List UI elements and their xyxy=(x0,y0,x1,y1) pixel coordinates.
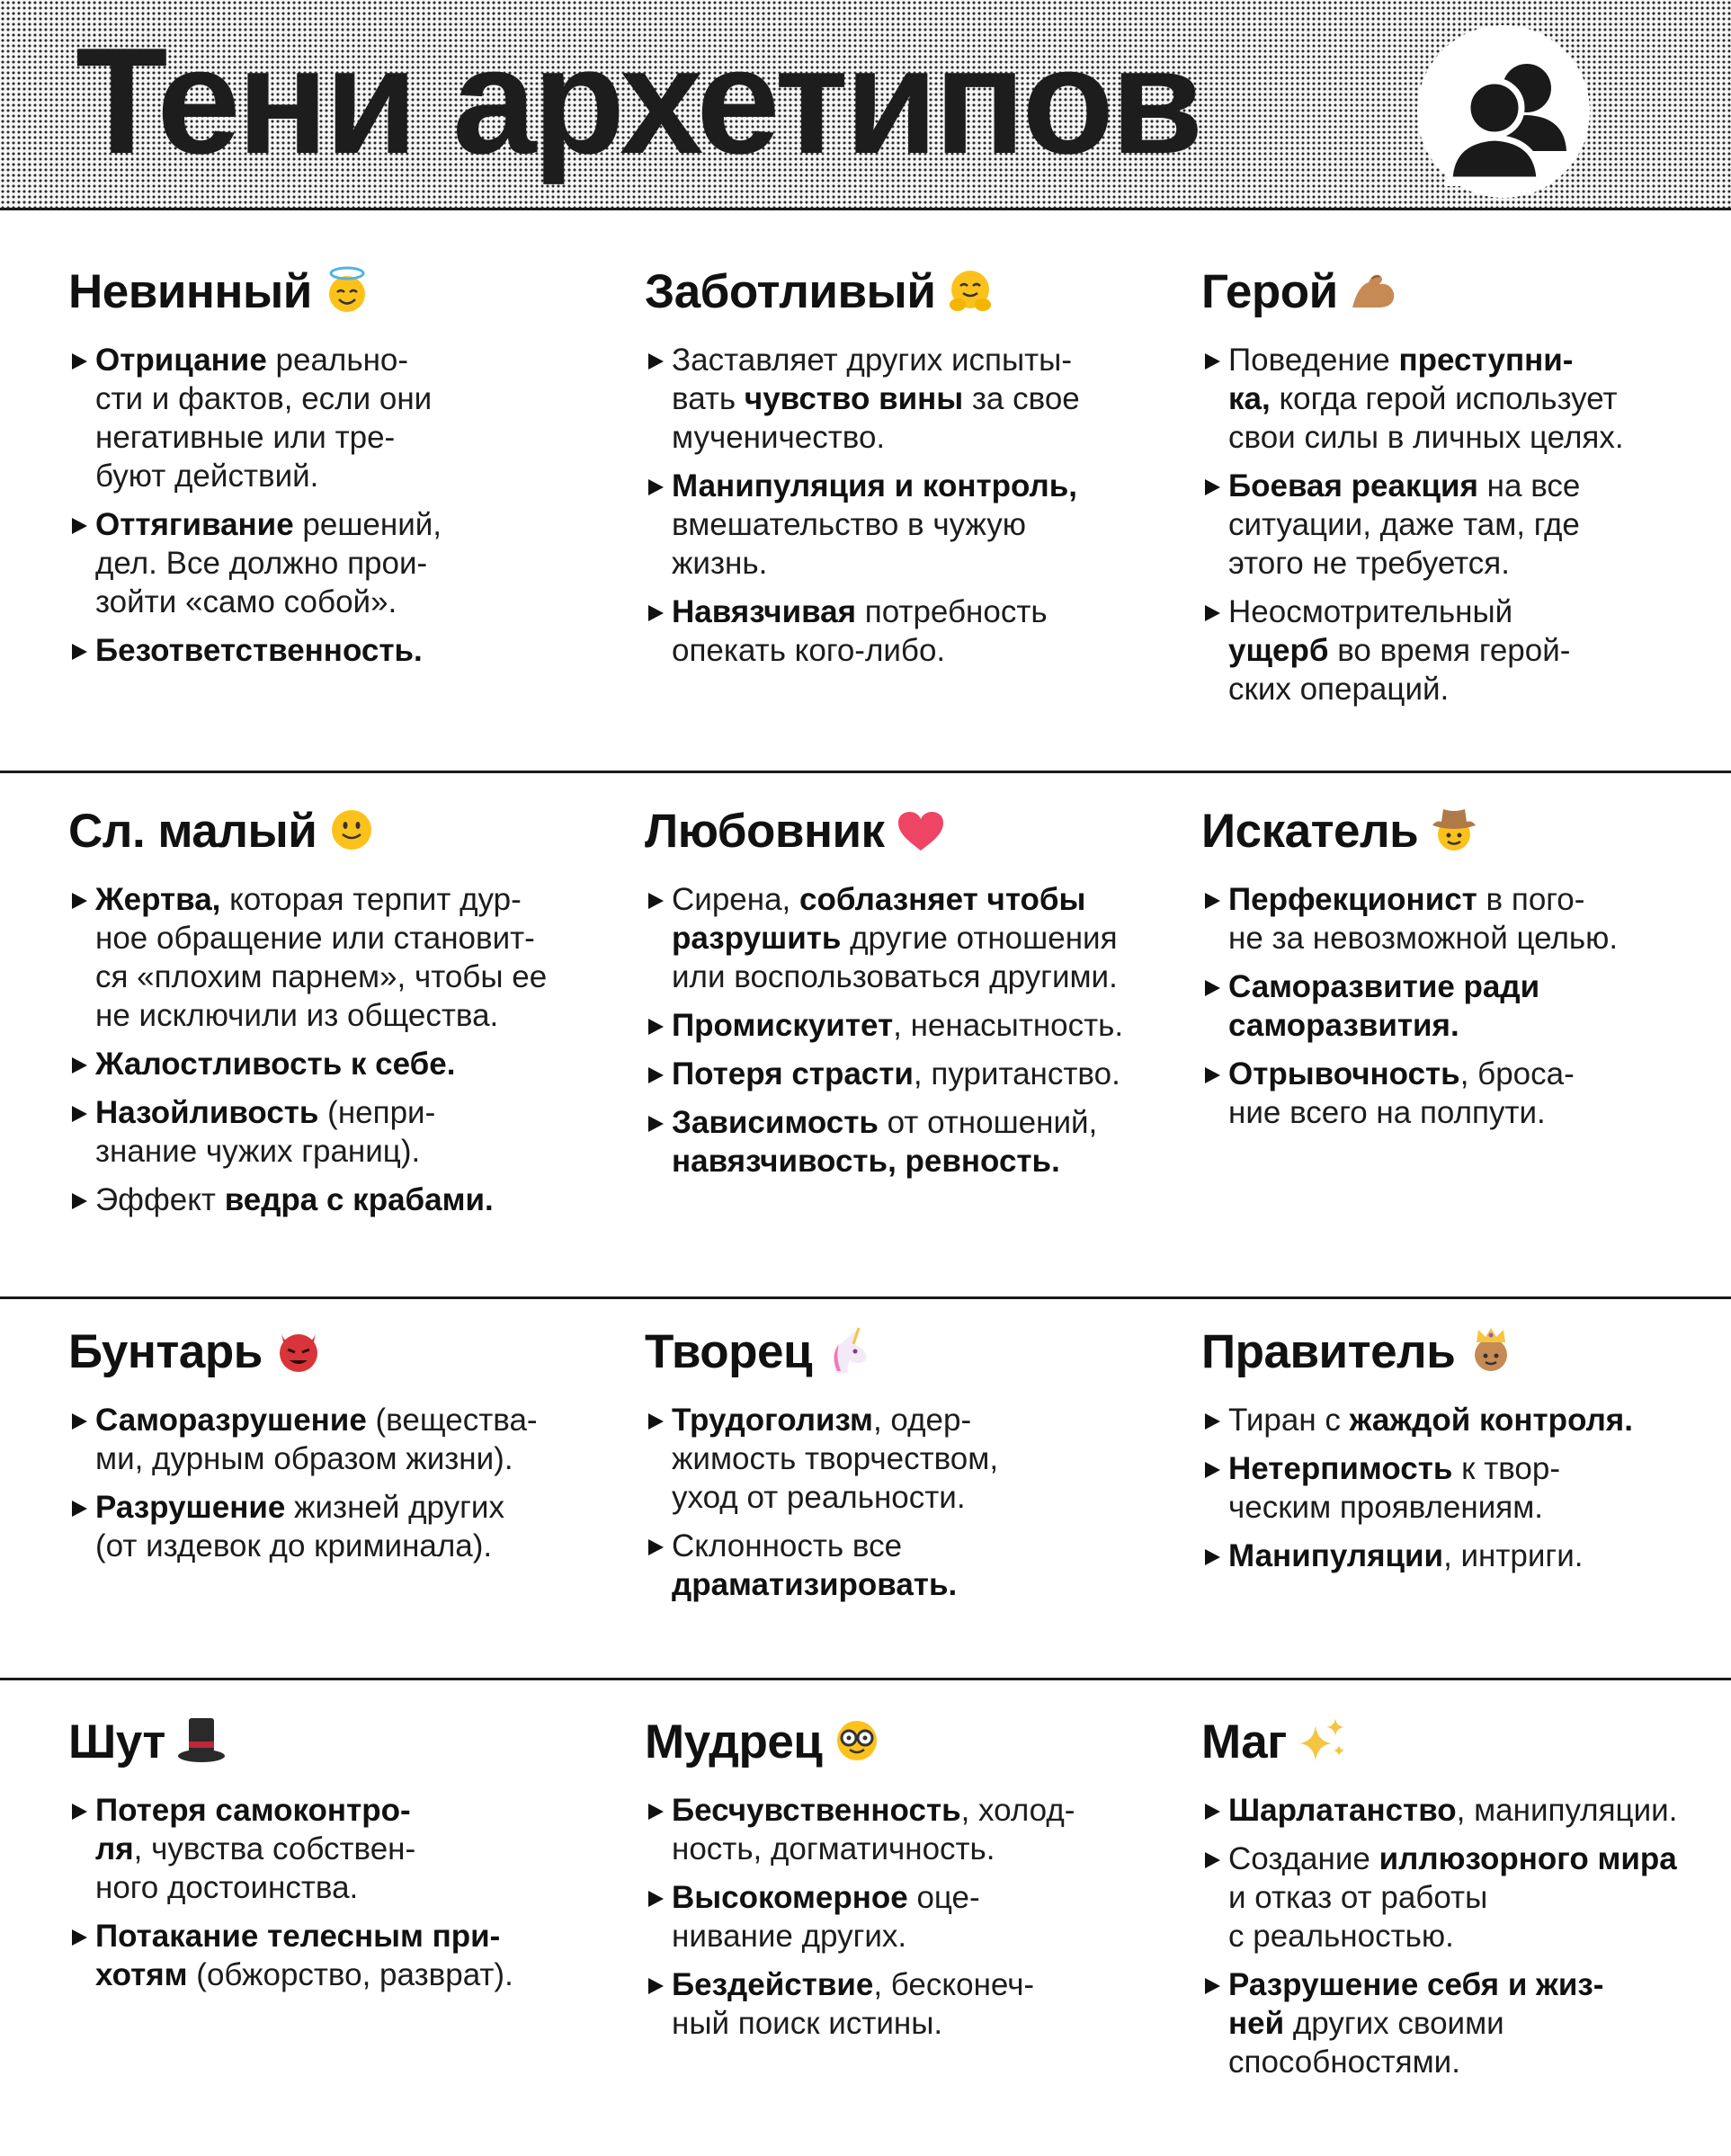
trait-emphasis: Бездействие xyxy=(672,1967,874,2002)
trait-emphasis: Потеря самоконтро- ля xyxy=(95,1793,411,1866)
trait-emphasis: ведра с крабами. xyxy=(224,1182,494,1217)
shadow-trait-item xyxy=(1201,1055,1705,1132)
shadow-trait-item xyxy=(68,1791,572,1907)
flexed-biceps-icon xyxy=(1349,266,1399,328)
trait-emphasis: иллюзорного мира xyxy=(1379,1841,1677,1876)
archetype-name: Любовник xyxy=(645,803,1148,868)
trait-text: Создание xyxy=(1228,1841,1379,1876)
trait-text: и отказ от работы с реальностью. xyxy=(1228,1880,1488,1954)
trait-emphasis: Нетерпимость xyxy=(1228,1451,1453,1486)
shadow-trait-item xyxy=(645,1103,1148,1180)
shadow-trait-item xyxy=(68,631,572,670)
shadow-trait-item xyxy=(68,1401,572,1478)
trait-text: решений, дел. Все должно прои- зойти «само собой». xyxy=(95,507,442,619)
shadow-trait-item xyxy=(1201,592,1705,708)
archetype-name: Сл. малый xyxy=(68,803,572,868)
trait-text: потребность опекать кого-либо. xyxy=(672,594,1048,668)
trait-emphasis: Оттягивание xyxy=(95,507,294,542)
shadow-trait-item xyxy=(645,467,1148,583)
trait-emphasis: Отрицание xyxy=(95,343,267,378)
trait-text: Заставляет других испыты- вать xyxy=(672,343,1072,416)
trait-emphasis: Боевая реакция xyxy=(1228,468,1478,503)
archetype-card xyxy=(645,1323,1148,1614)
archetype-name: Невинный xyxy=(68,263,572,328)
nerd-face-icon xyxy=(833,1716,881,1778)
archetype-card xyxy=(68,1323,572,1575)
trait-text: (обжорство, разврат). xyxy=(187,1957,513,1992)
trait-text: , ненасытность. xyxy=(893,1008,1124,1043)
trait-text: , чувства собствен- ного достоинства. xyxy=(95,1831,416,1905)
trait-emphasis: Зависимость xyxy=(672,1105,879,1140)
shadow-trait-item xyxy=(68,341,572,495)
shadow-trait-item xyxy=(1201,1791,1705,1830)
shadow-trait-item xyxy=(68,1045,572,1083)
shadow-trait-item xyxy=(645,1401,1148,1517)
trait-text: , манипуляции. xyxy=(1456,1793,1678,1828)
trait-emphasis: Саморазрушение xyxy=(95,1403,367,1438)
shadow-trait-item xyxy=(1201,1401,1705,1439)
trait-text: Сирена, xyxy=(672,882,799,917)
archetype-card xyxy=(645,1714,1148,2053)
trait-text: которая терпит дур- ное обращение или становит- ся «плохим парнем», чтобы ее не исключили из общества. xyxy=(95,882,548,1033)
trait-emphasis: соблазняет чтобы разрушить xyxy=(672,882,1086,956)
shadow-traits-list xyxy=(1201,1791,1705,2081)
row-divider xyxy=(0,1296,1731,1299)
trait-text: от отношений, xyxy=(887,1105,1098,1140)
trait-text: жизней других (от издевок до криминала). xyxy=(95,1490,504,1564)
angel-face-icon xyxy=(323,266,371,328)
trait-emphasis: Саморазвитие ради саморазвития. xyxy=(1228,969,1540,1043)
shadow-traits-list xyxy=(645,1401,1148,1604)
trait-text: другие отношения или воспользоваться другими. xyxy=(672,921,1118,994)
trait-text: в пого- не за невозможной целью. xyxy=(1228,882,1619,956)
archetype-card xyxy=(645,803,1148,1190)
archetype-name: Заботливый xyxy=(645,263,1148,328)
shadow-trait-item xyxy=(645,1006,1148,1045)
trait-emphasis: навязчивость, ревность. xyxy=(672,1144,1060,1179)
row-divider xyxy=(0,771,1731,773)
trait-emphasis: ущерб xyxy=(1228,633,1329,668)
unicorn-icon xyxy=(823,1324,873,1388)
trait-emphasis: Промискуитет xyxy=(672,1008,894,1043)
row-divider xyxy=(0,1678,1731,1680)
shadow-trait-item xyxy=(68,1917,572,1994)
trait-text: когда герой использует свои силы в личных целях. xyxy=(1228,381,1624,455)
trait-text: (непри- знание чужих границ). xyxy=(95,1095,436,1169)
page-title: Тени архетипов xyxy=(76,16,1200,185)
trait-emphasis: Разрушение себя и жиз- ней xyxy=(1228,1967,1604,2041)
shadow-trait-item xyxy=(68,505,572,621)
trait-emphasis: Потакание телесным при- хотям xyxy=(95,1919,501,1992)
shadow-trait-item xyxy=(645,592,1148,670)
trait-text: на все ситуации, даже там, где этого не требуется. xyxy=(1228,468,1581,581)
shadow-trait-item xyxy=(645,880,1148,996)
archetype-card xyxy=(68,803,572,1229)
archetype-name: Мудрец xyxy=(645,1714,1148,1778)
trait-text: , пуританство. xyxy=(913,1056,1120,1091)
trait-emphasis: Потеря страсти xyxy=(672,1056,914,1091)
archetype-name: Бунтарь xyxy=(68,1323,572,1388)
trait-text: Поведение xyxy=(1228,343,1399,378)
archetype-name: Творец xyxy=(645,1323,1148,1388)
trait-text: , интриги. xyxy=(1443,1538,1584,1573)
shadow-traits-list xyxy=(68,1791,572,1994)
trait-text: реально- сти и фактов, если они негативные или тре- буют действий. xyxy=(95,343,433,494)
red-heart-icon xyxy=(896,809,946,868)
trait-emphasis: Безответственность. xyxy=(95,633,423,668)
hugging-face-icon xyxy=(946,266,995,328)
trait-emphasis: Манипуляции xyxy=(1228,1538,1444,1573)
trait-emphasis: Высокомерное xyxy=(672,1880,908,1915)
trait-text: во время герой- ских операций. xyxy=(1228,633,1571,707)
trait-text: (вещества- ми, дурным образом жизни). xyxy=(95,1403,538,1476)
users-icon xyxy=(1417,25,1590,198)
shadow-traits-list xyxy=(1201,341,1705,708)
devil-face-icon xyxy=(273,1324,324,1388)
trait-emphasis: Бесчувственность xyxy=(672,1793,961,1828)
trait-emphasis: Жалостливость к себе. xyxy=(95,1047,456,1082)
shadow-trait-item xyxy=(645,1791,1148,1868)
shadow-trait-item xyxy=(1201,341,1705,457)
trait-text: , бесконеч- ный поиск истины. xyxy=(672,1967,1035,2041)
shadow-traits-list xyxy=(1201,880,1705,1132)
trait-text: Тиран с xyxy=(1228,1403,1350,1438)
shadow-trait-item xyxy=(68,1093,572,1171)
trait-emphasis: Шарлатанство xyxy=(1228,1793,1457,1828)
shadow-traits-list xyxy=(645,1791,1148,2043)
shadow-trait-item xyxy=(68,880,572,1035)
archetype-name: Шут xyxy=(68,1714,572,1778)
trait-emphasis: Жертва, xyxy=(95,882,221,917)
shadow-trait-item xyxy=(1201,467,1705,583)
shadow-traits-list xyxy=(645,341,1148,670)
shadow-trait-item xyxy=(645,1527,1148,1604)
trait-emphasis: Перфекционист xyxy=(1228,882,1477,917)
trait-emphasis: Манипуляция и контроль, xyxy=(672,468,1078,503)
cowboy-face-icon xyxy=(1429,804,1479,868)
shadow-trait-item xyxy=(645,1055,1148,1093)
crowned-person-icon xyxy=(1466,1324,1516,1388)
trait-text: вмешательство в чужую жизнь. xyxy=(672,507,1027,581)
trait-text: других своими способностями. xyxy=(1228,2006,1504,2080)
shadow-trait-item xyxy=(645,1878,1148,1956)
archetype-card xyxy=(1201,1714,1705,2091)
archetype-name: Искатель xyxy=(1201,803,1705,868)
trait-emphasis: жаждой контроля. xyxy=(1349,1403,1633,1438)
archetype-card xyxy=(1201,263,1705,718)
shadow-trait-item xyxy=(1201,1840,1705,1956)
archetype-name: Правитель xyxy=(1201,1323,1705,1388)
archetype-card xyxy=(68,263,572,680)
shadow-trait-item xyxy=(1201,967,1705,1045)
shadow-traits-list xyxy=(645,880,1148,1180)
trait-text: к твор- ческим проявлениям. xyxy=(1228,1451,1560,1525)
trait-text: Эффект xyxy=(95,1182,225,1217)
shadow-trait-item xyxy=(1201,1537,1705,1575)
trait-text: , холод- ность, догматичность. xyxy=(672,1793,1075,1866)
shadow-traits-list xyxy=(68,880,572,1219)
trait-emphasis: чувство вины xyxy=(744,381,964,416)
trait-text: , одер- жимость творчеством, уход от реальности. xyxy=(672,1403,999,1515)
top-hat-icon xyxy=(176,1715,227,1778)
trait-emphasis: Назойливость xyxy=(95,1095,319,1130)
shadow-trait-item xyxy=(645,341,1148,457)
trait-emphasis: преступни- ка, xyxy=(1228,343,1574,416)
shadow-trait-item xyxy=(645,1965,1148,2043)
shadow-traits-list xyxy=(68,341,572,670)
trait-text: Неосмотрительный xyxy=(1228,594,1513,629)
smiling-face-icon xyxy=(327,806,376,868)
archetype-name: Маг xyxy=(1201,1714,1705,1778)
trait-emphasis: Разрушение xyxy=(95,1490,286,1525)
trait-text: оце- нивание других. xyxy=(672,1880,980,1954)
shadow-trait-item xyxy=(68,1180,572,1219)
archetype-card xyxy=(1201,803,1705,1142)
trait-emphasis: драматизировать. xyxy=(672,1567,958,1602)
trait-text: , броса- ние всего на полпути. xyxy=(1228,1056,1575,1130)
archetype-card xyxy=(68,1714,572,2004)
shadow-trait-item xyxy=(1201,1449,1705,1527)
shadow-traits-list xyxy=(1201,1401,1705,1575)
trait-emphasis: Навязчивая xyxy=(672,594,857,629)
trait-text: Склонность все xyxy=(672,1528,903,1564)
shadow-traits-list xyxy=(68,1401,572,1565)
sparkles-icon xyxy=(1298,1715,1348,1778)
shadow-trait-item xyxy=(68,1488,572,1565)
archetype-card xyxy=(1201,1323,1705,1585)
trait-emphasis: Отрывочность xyxy=(1228,1056,1460,1091)
archetype-name: Герой xyxy=(1201,263,1705,328)
header xyxy=(0,0,1731,210)
trait-emphasis: Трудоголизм xyxy=(672,1403,873,1438)
archetype-card xyxy=(645,263,1148,680)
trait-text: за свое мученичество. xyxy=(672,381,1080,455)
shadow-trait-item xyxy=(1201,880,1705,958)
shadow-trait-item xyxy=(1201,1965,1705,2081)
